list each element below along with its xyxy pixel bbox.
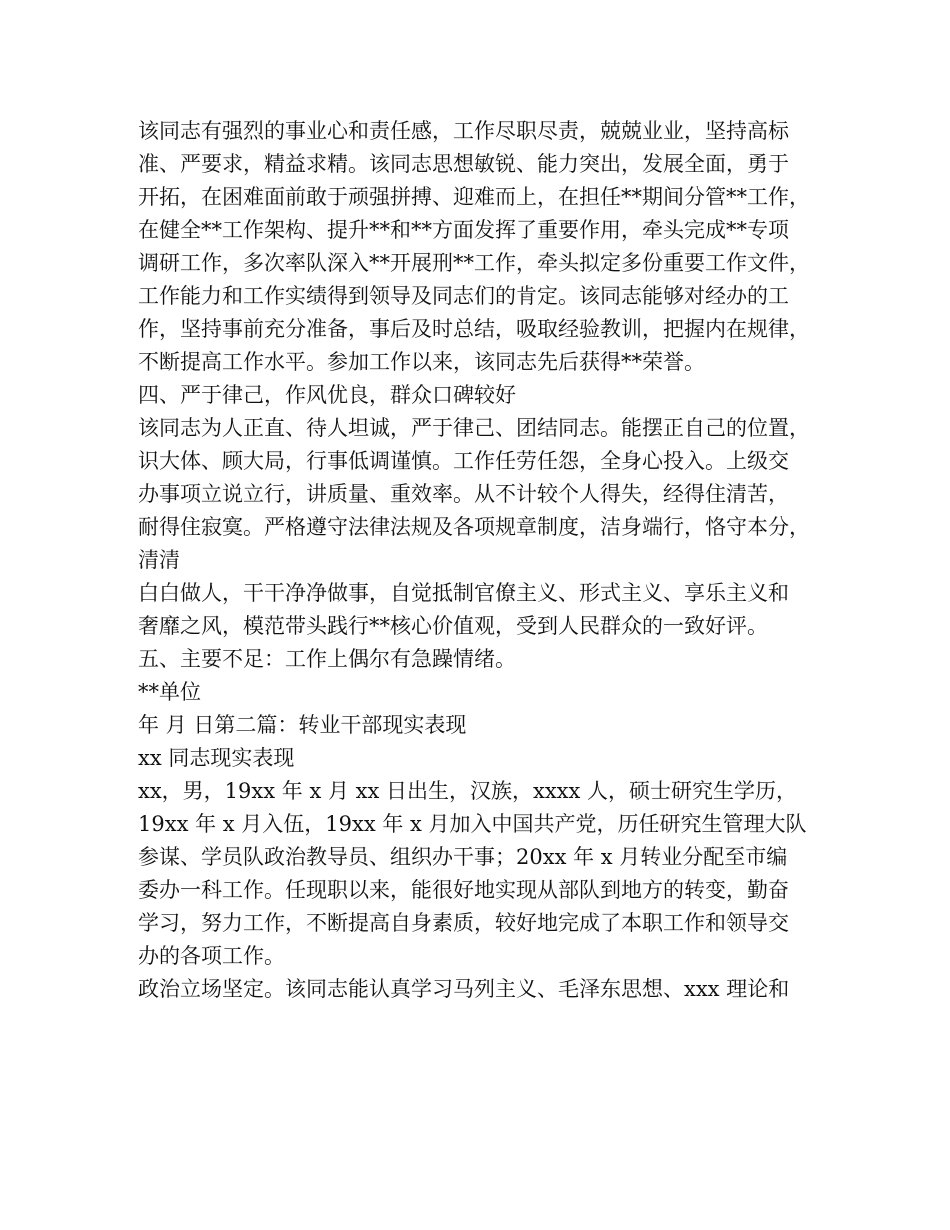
text-line: 在健全**工作架构、提升**和**方面发挥了重要作用，牵头完成**专项 bbox=[138, 218, 789, 242]
text-line: 该同志有强烈的事业心和责任感，工作尽职尽责，兢兢业业，坚持高标 bbox=[138, 119, 789, 143]
text-line: 清清 bbox=[138, 548, 180, 572]
text-line: 白白做人，干干净净做事，自觉抵制官僚主义、形式主义、享乐主义和 bbox=[138, 581, 789, 605]
text-line: 政治立场坚定。该同志能认真学习马列主义、毛泽东思想、xxx 理论和 bbox=[138, 977, 790, 1001]
text-line: 参谋、学员队政治教导员、组织办干事；20xx 年 x 月转业分配至市编 bbox=[138, 845, 788, 869]
text-line: xx，男，19xx 年 x 月 xx 日出生，汉族，xxxx 人，硕士研究生学历， bbox=[138, 779, 798, 803]
text-line: 学习，努力工作，不断提高自身素质，较好地完成了本职工作和领导交 bbox=[138, 911, 789, 935]
subtitle: xx 同志现实表现 bbox=[138, 746, 295, 770]
text-line: 调研工作，多次率队深入**开展刑**工作，牵头拟定多份重要工作文件， bbox=[138, 251, 810, 275]
text-line: 作，坚持事前充分准备，事后及时总结，吸取经验教训，把握内在规律， bbox=[138, 317, 810, 341]
text-line: 委办一科工作。任现职以来，能很好地实现从部队到地方的转变，勤奋 bbox=[138, 878, 789, 902]
text-line: 办事项立说立行，讲质量、重效率。从不计较个人得失，经得住清苦， bbox=[138, 482, 789, 506]
text-line: 耐得住寂寞。严格遵守法律法规及各项规章制度，洁身端行，恪守本分， bbox=[138, 515, 810, 539]
text-line: 办的各项工作。 bbox=[138, 944, 285, 968]
section-heading: 四、严于律己，作风优良，群众口碑较好 bbox=[138, 383, 516, 407]
text-line: 开拓，在困难面前敢于顽强拼搏、迎难而上，在担任**期间分管**工作， bbox=[138, 185, 810, 209]
text-line: 工作能力和工作实绩得到领导及同志们的肯定。该同志能够对经办的工 bbox=[138, 284, 789, 308]
text-line: 不断提高工作水平。参加工作以来，该同志先后获得**荣誉。 bbox=[138, 350, 705, 374]
text-line: 奢靡之风，模范带头践行**核心价值观，受到人民群众的一致好评。 bbox=[138, 614, 768, 638]
document-body bbox=[138, 115, 838, 1006]
text-line: 该同志为人正直、待人坦诚，严于律己、团结同志。能摆正自己的位置， bbox=[138, 416, 810, 440]
section-heading: 五、主要不足：工作上偶尔有急躁情绪。 bbox=[138, 647, 516, 671]
text-line: 识大体、顾大局，行事低调谨慎。工作任劳任怨，全身心投入。上级交 bbox=[138, 449, 789, 473]
date-and-second-title: 年 月 日第二篇：转业干部现实表现 bbox=[138, 713, 467, 737]
text-line: 19xx 年 x 月入伍，19xx 年 x 月加入中国共产党，历任研究生管理大队 bbox=[138, 812, 807, 836]
text-line: 准、严要求，精益求精。该同志思想敏锐、能力突出，发展全面，勇于 bbox=[138, 152, 789, 176]
signature-unit: **单位 bbox=[138, 680, 201, 704]
